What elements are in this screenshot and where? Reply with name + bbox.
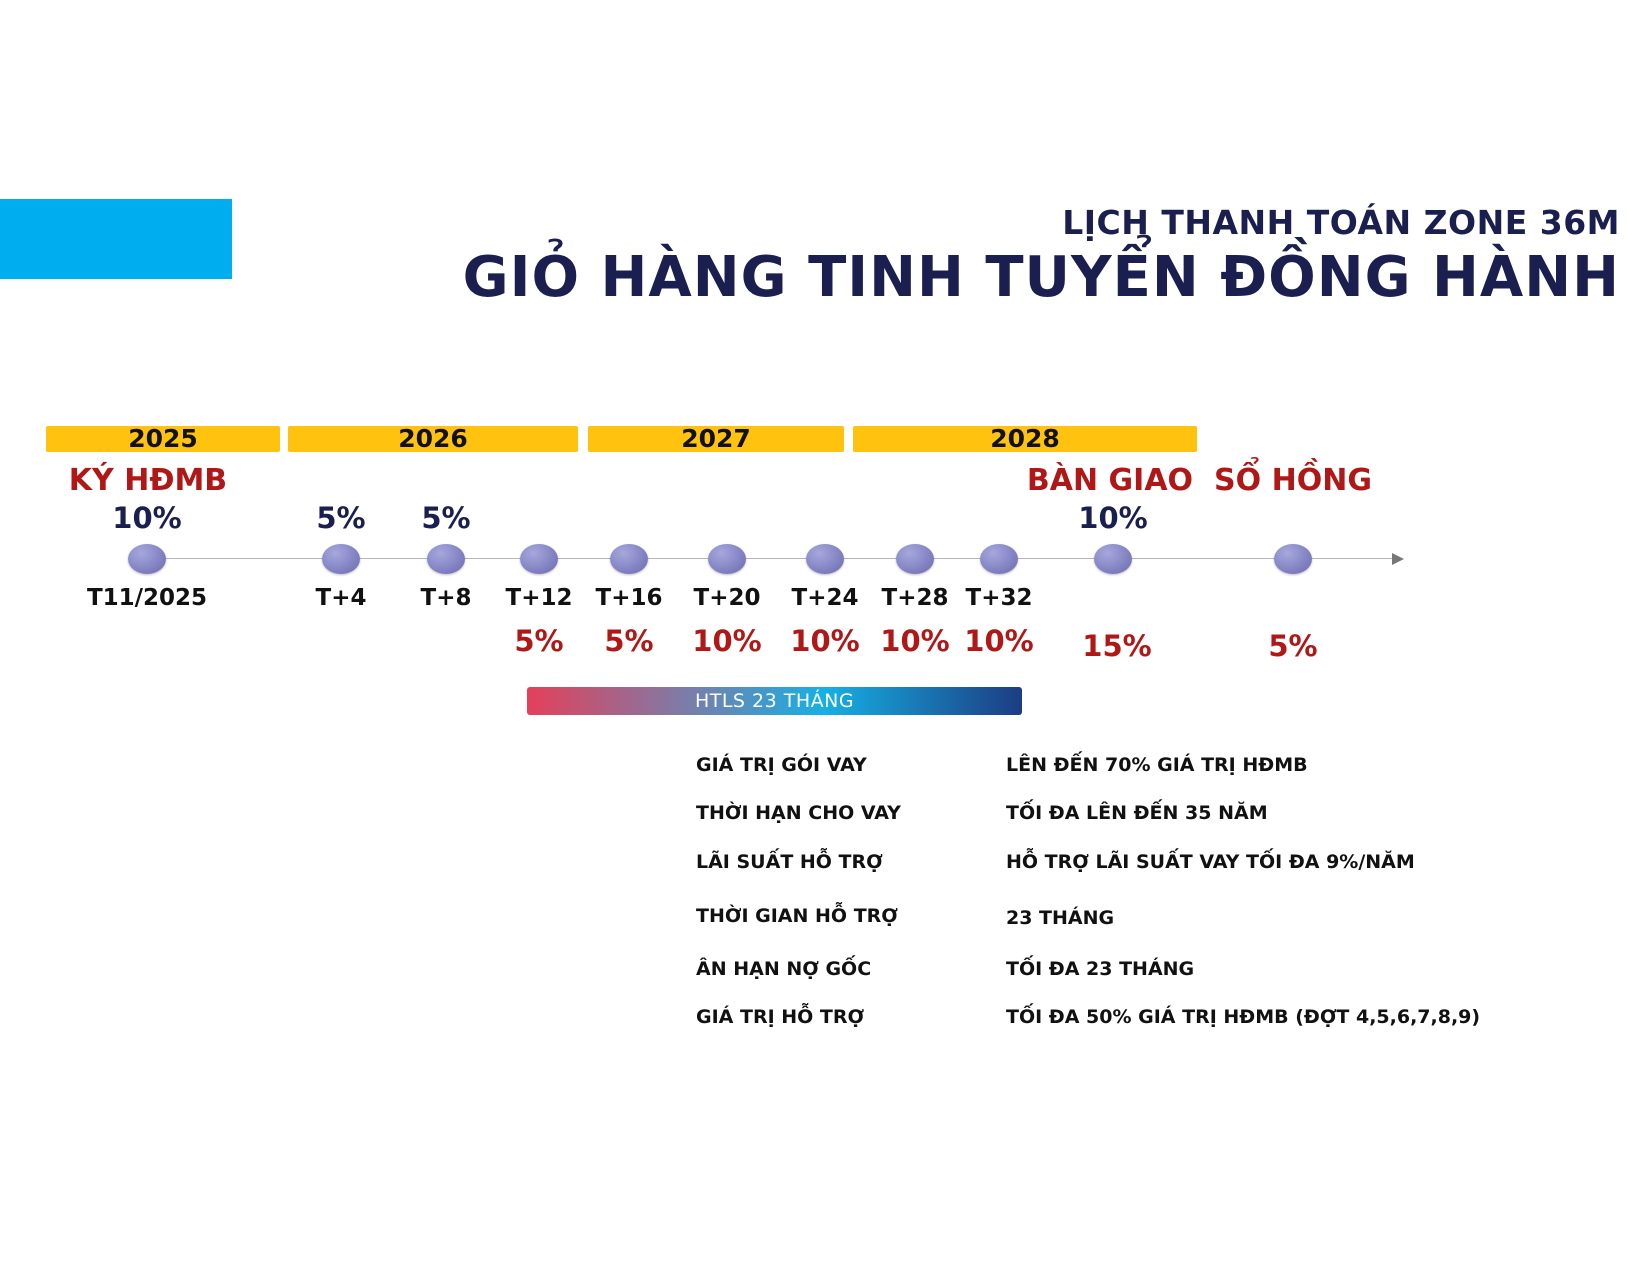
htls-bar: HTLS 23 THÁNG	[527, 687, 1022, 715]
page-title: GIỎ HÀNG TINH TUYỂN ĐỒNG HÀNH	[462, 245, 1620, 310]
milestone-label: T11/2025	[86, 585, 208, 611]
milestone-below-pct: 10%	[790, 624, 860, 658]
milestone-dot	[896, 544, 934, 574]
milestone-dot	[128, 544, 166, 574]
milestone-below-pct: 5%	[514, 624, 564, 658]
milestone-label: T+20	[693, 585, 761, 611]
event-handover: BÀN GIAO	[1026, 463, 1194, 498]
milestone-dot	[427, 544, 465, 574]
event-pink-book: SỔ HỒNG	[1214, 463, 1372, 498]
milestone-below-pct: 10%	[880, 624, 950, 658]
milestone-below-pct: 5%	[1268, 629, 1318, 663]
milestone-dot	[322, 544, 360, 574]
loan-info-value: TỐI ĐA 23 THÁNG	[1006, 958, 1195, 980]
milestone-label: T+4	[315, 585, 367, 611]
loan-info-label: THỜI GIAN HỖ TRỢ	[696, 905, 898, 927]
loan-info-label: ÂN HẠN NỢ GỐC	[696, 958, 872, 980]
loan-info-value: TỐI ĐA 50% GIÁ TRỊ HĐMB (ĐỢT 4,5,6,7,8,9)	[1006, 1006, 1481, 1028]
loan-info-label: THỜI HẠN CHO VAY	[696, 802, 901, 824]
loan-info-label: LÃI SUẤT HỖ TRỢ	[696, 851, 883, 873]
milestone-dot	[980, 544, 1018, 574]
milestone-above-pct: 5%	[421, 501, 471, 535]
page-subtitle: LỊCH THANH TOÁN ZONE 36M	[1062, 203, 1620, 242]
loan-info-value: TỐI ĐA LÊN ĐẾN 35 NĂM	[1006, 802, 1268, 824]
milestone-below-pct: 5%	[604, 624, 654, 658]
event-sign-contract: KÝ HĐMB	[68, 463, 228, 498]
accent-bar	[0, 199, 232, 279]
milestone-dot	[1274, 544, 1312, 574]
milestone-below-pct: 10%	[964, 624, 1034, 658]
year-bar-2027: 2027	[588, 426, 844, 452]
milestone-below-pct: 15%	[1082, 629, 1152, 663]
year-bar-2026: 2026	[288, 426, 578, 452]
year-bar-2025: 2025	[46, 426, 280, 452]
milestone-label: T+28	[881, 585, 949, 611]
loan-info-value: HỖ TRỢ LÃI SUẤT VAY TỐI ĐA 9%/NĂM	[1006, 851, 1415, 873]
loan-info-value: 23 THÁNG	[1006, 907, 1115, 929]
milestone-dot	[520, 544, 558, 574]
loan-info-label: GIÁ TRỊ HỖ TRỢ	[696, 1006, 865, 1028]
milestone-dot	[806, 544, 844, 574]
milestone-above-pct: 10%	[1078, 501, 1148, 535]
milestone-label: T+32	[965, 585, 1033, 611]
year-bar-2028: 2028	[853, 426, 1197, 452]
timeline-arrow-icon	[1392, 553, 1404, 565]
milestone-dot	[708, 544, 746, 574]
milestone-dot	[1094, 544, 1132, 574]
milestone-label: T+16	[595, 585, 663, 611]
milestone-above-pct: 10%	[112, 501, 182, 535]
loan-info-label: GIÁ TRỊ GÓI VAY	[696, 754, 867, 776]
milestone-label: T+12	[505, 585, 573, 611]
milestone-label: T+8	[420, 585, 472, 611]
milestone-above-pct: 5%	[316, 501, 366, 535]
milestone-label: T+24	[791, 585, 859, 611]
milestone-dot	[610, 544, 648, 574]
loan-info-value: LÊN ĐẾN 70% GIÁ TRỊ HĐMB	[1006, 754, 1308, 776]
milestone-below-pct: 10%	[692, 624, 762, 658]
